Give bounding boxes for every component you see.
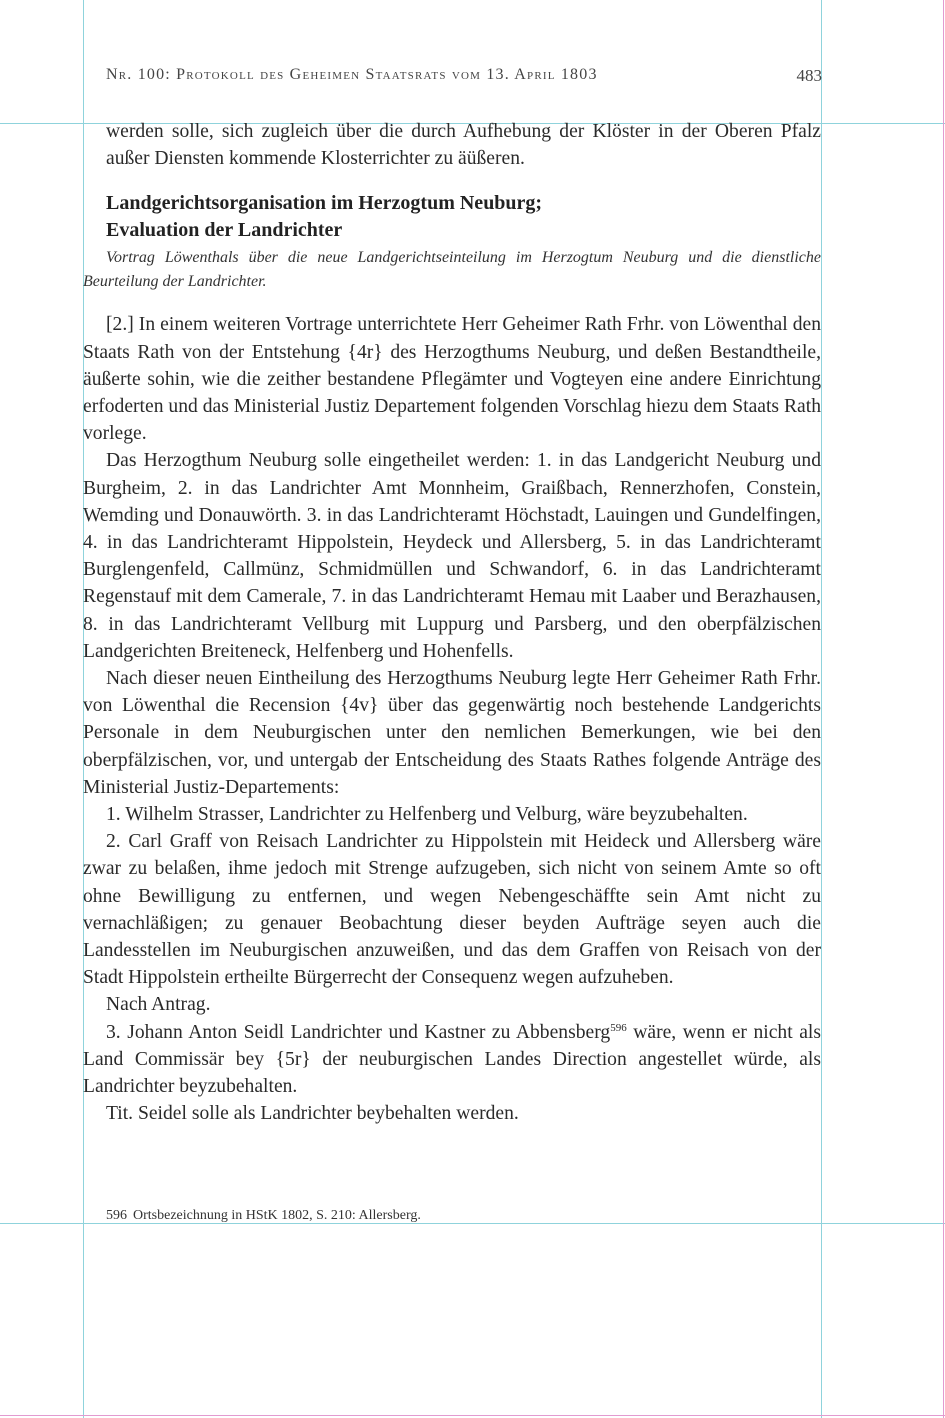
paragraph-7 <box>83 1019 821 1101</box>
page-edge-bottom <box>0 1415 945 1416</box>
section-heading-line-1: Landgerichtsorganisation im Herzogtum Neuburg; <box>106 192 543 215</box>
page-edge-right <box>943 0 944 1418</box>
main-text <box>83 118 821 1128</box>
paragraph-3: Nach dieser neuen Eintheilung des Herzogthums Neuburg legte Herr Geheimer Rath Frhr. von Löwenthal die Recension {4v} über das gegenwärtig noch bestehende Landgerichts Personale in dem Neuburgischen unter den nemlichen Bemerkungen, wie bei den oberpfälzischen, vor, und untergab der Entscheidung des Staats Rathes folgende Anträge des Ministerial Justiz-Departements: <box>83 668 821 798</box>
paragraph-7-end: wäre, wenn er nicht als Land Commissär bey {5r} der neuburgischen Landes Direction angestellet würde, als Landrichter beyzubehalten. <box>83 1021 821 1098</box>
section-summary: Vortrag Löwenthals über die neue Landgerichtseinteilung im Herzogtum Neuburg und die dienstliche Beurteilung der Landrichter. <box>83 249 821 290</box>
page-number: 483 <box>796 66 822 85</box>
right-margin-guide <box>821 0 822 1418</box>
running-header <box>106 66 822 90</box>
paragraph-7-start: 3. Johann Anton Seidl Landrichter und Kastner zu Abbensberg <box>106 1021 611 1043</box>
paragraph-1: [2.] In einem weiteren Vortrage unterrichtete Herr Geheimer Rath Frhr. von Löwenthal den Staats Rath von der Entstehung {4r} des Herzogthums Neuburg, und deßen Bestandtheile, äußerte sohin, wie die zeither bestandene Pflegämter und Vogteyen eine andere Einrichtung erfoderten und das Ministerial Justiz Departement folgenden Vorschlag hiezu dem Staats Rath vorlege. <box>83 314 821 445</box>
paragraph-5: 2. Carl Graff von Reisach Landrichter zu Hippolstein mit Heideck und Allersberg wäre zwar zu belaßen, ihme jedoch mit Strenge aufzugeben, sich nicht von seinem Amte so oft ohne Bewilligung zu entfernen, und wegen Nebengeschäffte sein Amt nicht zu vernachläßigen; zu genauer Beobachtung dieser beyden Aufträge seyen auch die Landesstellen im Neuburgischen anzuweißen, und das dem Graffen von Reisach von der Stadt Hippolstein ertheilte Bürgerrecht der Consequenz wegen aufzuheben. <box>83 831 821 989</box>
section-heading <box>106 190 821 244</box>
paragraph-4: 1. Wilhelm Strasser, Landrichter zu Helfenberg und Velburg, wäre beyzubehalten. <box>106 804 748 826</box>
footnote-number: 596 <box>106 1208 127 1223</box>
paragraph-8: Tit. Seidel solle als Landrichter beybehalten werden. <box>106 1103 519 1125</box>
intro-paragraph: werden solle, sich zugleich über die durch Aufhebung der Klöster in der Oberen Pfalz außer Diensten kommende Klosterrichter zu äüßeren. <box>106 121 821 170</box>
footnote-text: Ortsbezeichnung in HStK 1802, S. 210: Allersberg. <box>133 1208 421 1223</box>
section-heading-line-2: Evaluation der Landrichter <box>106 219 343 242</box>
footnote-reference[interactable]: 596 <box>610 1021 627 1034</box>
footnote <box>106 1208 421 1224</box>
paragraph-2: Das Herzogthum Neuburg solle eingetheilet werden: 1. in das Landgericht Neuburg und Burgheim, 2. in das Landrichter Amt Monnheim, Graißbach, Rennerzhofen, Constein, Wemding und Donauwörth. 3. in das Landrichteramt Höchstadt, Lauingen und Gundelfingen, 4. in das Landrichteramt Hippolstein, Heydeck und Allersberg, 5. in das Landrichteramt Burglengenfeld, Callmünz, Schmidmüllen und Schwandorf, 6. in das Landrichteramt Regenstauf mit dem Camerale, 7. in das Landrichteramt Hemau mit Laaber und Berazhausen, 8. in das Landrichteramt Vellburg mit Luppurg und Parsberg, und den oberpfälzischen Landgerichten Breiteneck, Helfenberg und Hohenfells. <box>83 450 821 662</box>
paragraph-6: Nach Antrag. <box>106 994 211 1016</box>
running-title: Nr. 100: Protokoll des Geheimen Staatsrats vom 13. April 1803 <box>106 66 598 83</box>
